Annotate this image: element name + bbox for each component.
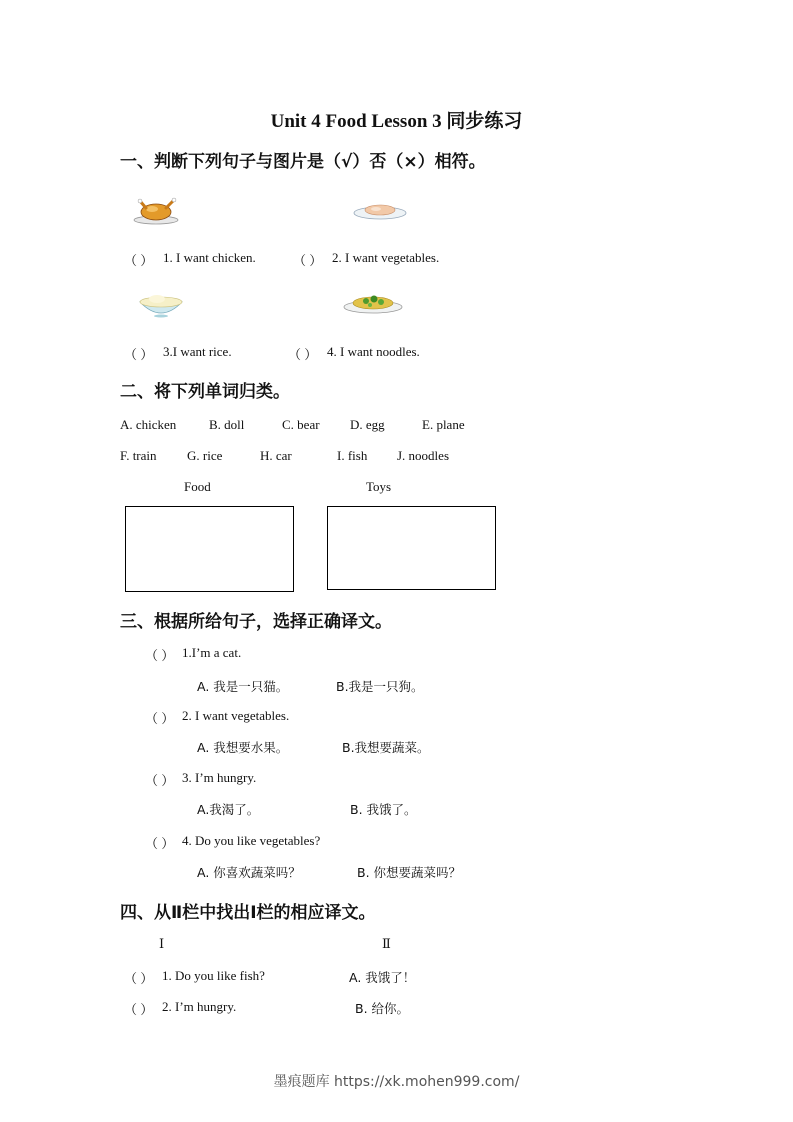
col2-header: Ⅱ	[382, 936, 391, 951]
s3-q2-option-b: B.我想要蔬菜。	[342, 740, 430, 755]
s3-q4-option-b: B. 你想要蔬菜吗？	[357, 865, 462, 880]
page-title: Unit 4 Food Lesson 3 同步练习	[270, 111, 523, 132]
s3-q1-option-a: A. 我是一只猫。	[197, 679, 289, 694]
footer-watermark: 墨痕题库 https://xk.mohen999.com/	[273, 1074, 520, 1090]
s3-q2-paren: （ ）	[145, 711, 175, 726]
section2-heading: 二、将下列单词归类。	[120, 382, 290, 402]
s1-item2-paren: （ ）	[293, 253, 323, 268]
word-item: H. car	[260, 448, 292, 463]
s3-q4-text: 4. Do you like vegetables?	[182, 833, 321, 848]
s3-q4-option-a: A. 你喜欢蔬菜吗？	[197, 865, 301, 880]
section1-heading: 一、判断下列句子与图片是（√）否（×）相符。	[120, 152, 486, 172]
s1-item4-paren: （ ）	[288, 347, 318, 362]
s3-q3-paren: （ ）	[145, 773, 175, 788]
s3-q3-option-b: B. 我饿了。	[350, 802, 417, 817]
s3-q4-paren: （ ）	[145, 836, 175, 851]
word-item: D. egg	[350, 417, 385, 432]
s4-row1-answer: A. 我饿了！	[349, 970, 416, 985]
col1-header: Ⅰ	[159, 936, 165, 951]
s3-q1-option-b: B.我是一只狗。	[336, 679, 424, 694]
s3-q1-text: 1.I’m a cat.	[182, 645, 242, 660]
toys-answer-box[interactable]	[327, 506, 496, 590]
roast-chicken-icon	[132, 194, 180, 226]
word-item: F. train	[120, 448, 157, 463]
food-answer-box[interactable]	[125, 506, 294, 592]
s4-row2-paren: （ ）	[124, 1002, 154, 1017]
s1-item2-text: 2. I want vegetables.	[332, 250, 440, 265]
food-box-label: Food	[184, 479, 211, 494]
s4-row2-answer: B. 给你。	[355, 1001, 410, 1016]
rice-bowl-icon	[136, 290, 186, 320]
s1-item1-paren: （ ）	[124, 253, 154, 268]
word-item: A. chicken	[120, 417, 177, 432]
word-item: G. rice	[187, 448, 223, 463]
s4-row1-text: 1. Do you like fish?	[162, 968, 265, 983]
s3-q2-option-a: A. 我想要水果。	[197, 740, 289, 755]
s4-row1-paren: （ ）	[124, 971, 154, 986]
s1-item1-text: 1. I want chicken.	[163, 250, 256, 265]
word-item: C. bear	[282, 417, 320, 432]
s3-q3-option-a: A.我渴了。	[197, 802, 260, 817]
section4-heading: 四、从Ⅱ栏中找出Ⅰ栏的相应译文。	[120, 903, 376, 923]
toys-box-label: Toys	[366, 479, 392, 494]
s3-q3-text: 3. I’m hungry.	[182, 770, 257, 785]
word-item: I. fish	[337, 448, 368, 463]
plate-icon	[352, 200, 408, 222]
section3-heading: 三、根据所给句子，选择正确译文。	[120, 612, 392, 632]
s3-q2-text: 2. I want vegetables.	[182, 708, 290, 723]
word-item: E. plane	[422, 417, 465, 432]
word-item: B. doll	[209, 417, 245, 432]
s3-q1-paren: （ ）	[145, 648, 175, 663]
s1-item3-text: 3.I want rice.	[163, 344, 232, 359]
s1-item4-text: 4. I want noodles.	[327, 344, 420, 359]
s1-item3-paren: （ ）	[124, 347, 154, 362]
noodles-plate-icon	[342, 290, 404, 316]
s4-row2-text: 2. I’m hungry.	[162, 999, 237, 1014]
word-item: J. noodles	[397, 448, 449, 463]
